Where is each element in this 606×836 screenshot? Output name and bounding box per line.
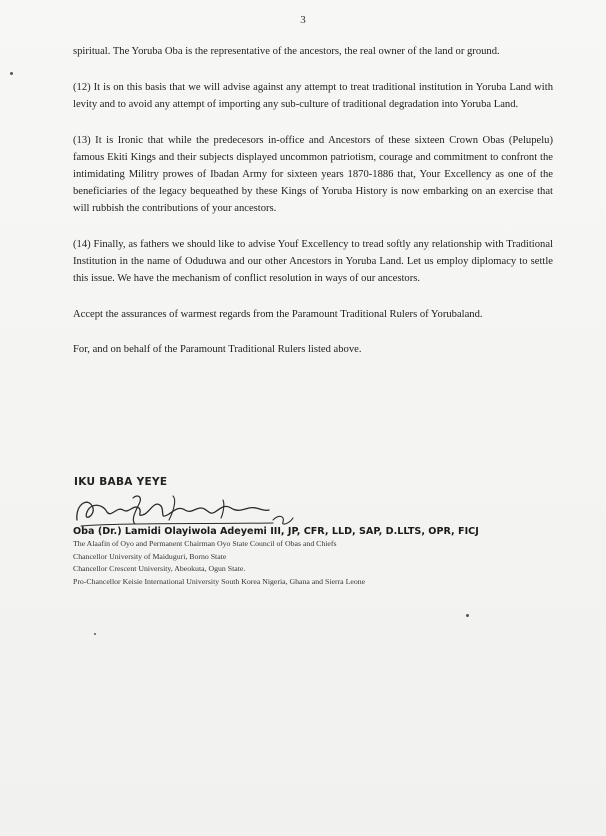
title-line: Pro-Chancellor Keisie International University South Korea Nigeria, Ghana and Sierra Leone <box>73 576 366 586</box>
signature-scrawl <box>73 490 343 530</box>
paragraph-14: (14) Finally, as fathers we should like to advise Youf Excellency to tread softly any relationship with Traditional Institution in the name of Oduduwa and our other Ancestors in Yoruba Land. Let us employ diplomacy to settle this issue. We have the mechanism of conflict resolution in ways of our ancestors. <box>73 239 553 284</box>
handwritten-signature <box>73 490 343 530</box>
page-number: 3 <box>300 14 306 26</box>
letter-body <box>73 43 553 377</box>
scan-speck <box>94 633 96 635</box>
signer-titles <box>73 538 543 588</box>
title-line: Chancellor University of Maiduguri, Borno State <box>73 551 227 561</box>
title-line: Chancellor Crescent University, Abeokuta, Ogun State. <box>73 564 246 574</box>
signer-name: Oba (Dr.) Lamidi Olayiwola Adeyemi III, JP, CFR, LLD, SAP, D.LLTS, OPR, FICJ <box>73 526 479 537</box>
paragraph-spiritual: spiritual. The Yoruba Oba is the representative of the ancestors, the real owner of the land or ground. <box>73 46 500 57</box>
paragraph-on-behalf: For, and on behalf of the Paramount Traditional Rulers listed above. <box>73 344 362 355</box>
title-line: The Alaafin of Oyo and Permanent Chairman Oyo State Council of Obas and Chiefs <box>73 539 337 548</box>
signature-heading: IKU BABA YEYE <box>74 476 168 488</box>
signature-block <box>73 476 543 588</box>
paragraph-13: (13) It is Ironic that while the predecesors in-office and Ancestors of these sixteen Crown Obas (Pelupelu) famous Ekiti Kings and their subjects displayed uncommon patriotism, courage and commitment to confront the intimidating Militry prowes of Ibadan Army for sixteen years 1870-1886 that, Your Excellency as one of the beneficiaries of the legacy bequeathed by these Kings of Yoruba History is now embarking on an exercise that will rubbish the contributions of your ancestors. <box>73 135 553 214</box>
scan-speck <box>466 614 469 617</box>
paragraph-12: (12) It is on this basis that we will advise against any attempt to treat traditional institution in Yoruba Land with levity and to avoid any attempt of importing any sub-culture of traditional degradation into Yoruba Land. <box>73 82 553 110</box>
scan-speck <box>10 72 13 75</box>
paragraph-regards: Accept the assurances of warmest regards from the Paramount Traditional Rulers of Yorubaland. <box>73 309 483 320</box>
